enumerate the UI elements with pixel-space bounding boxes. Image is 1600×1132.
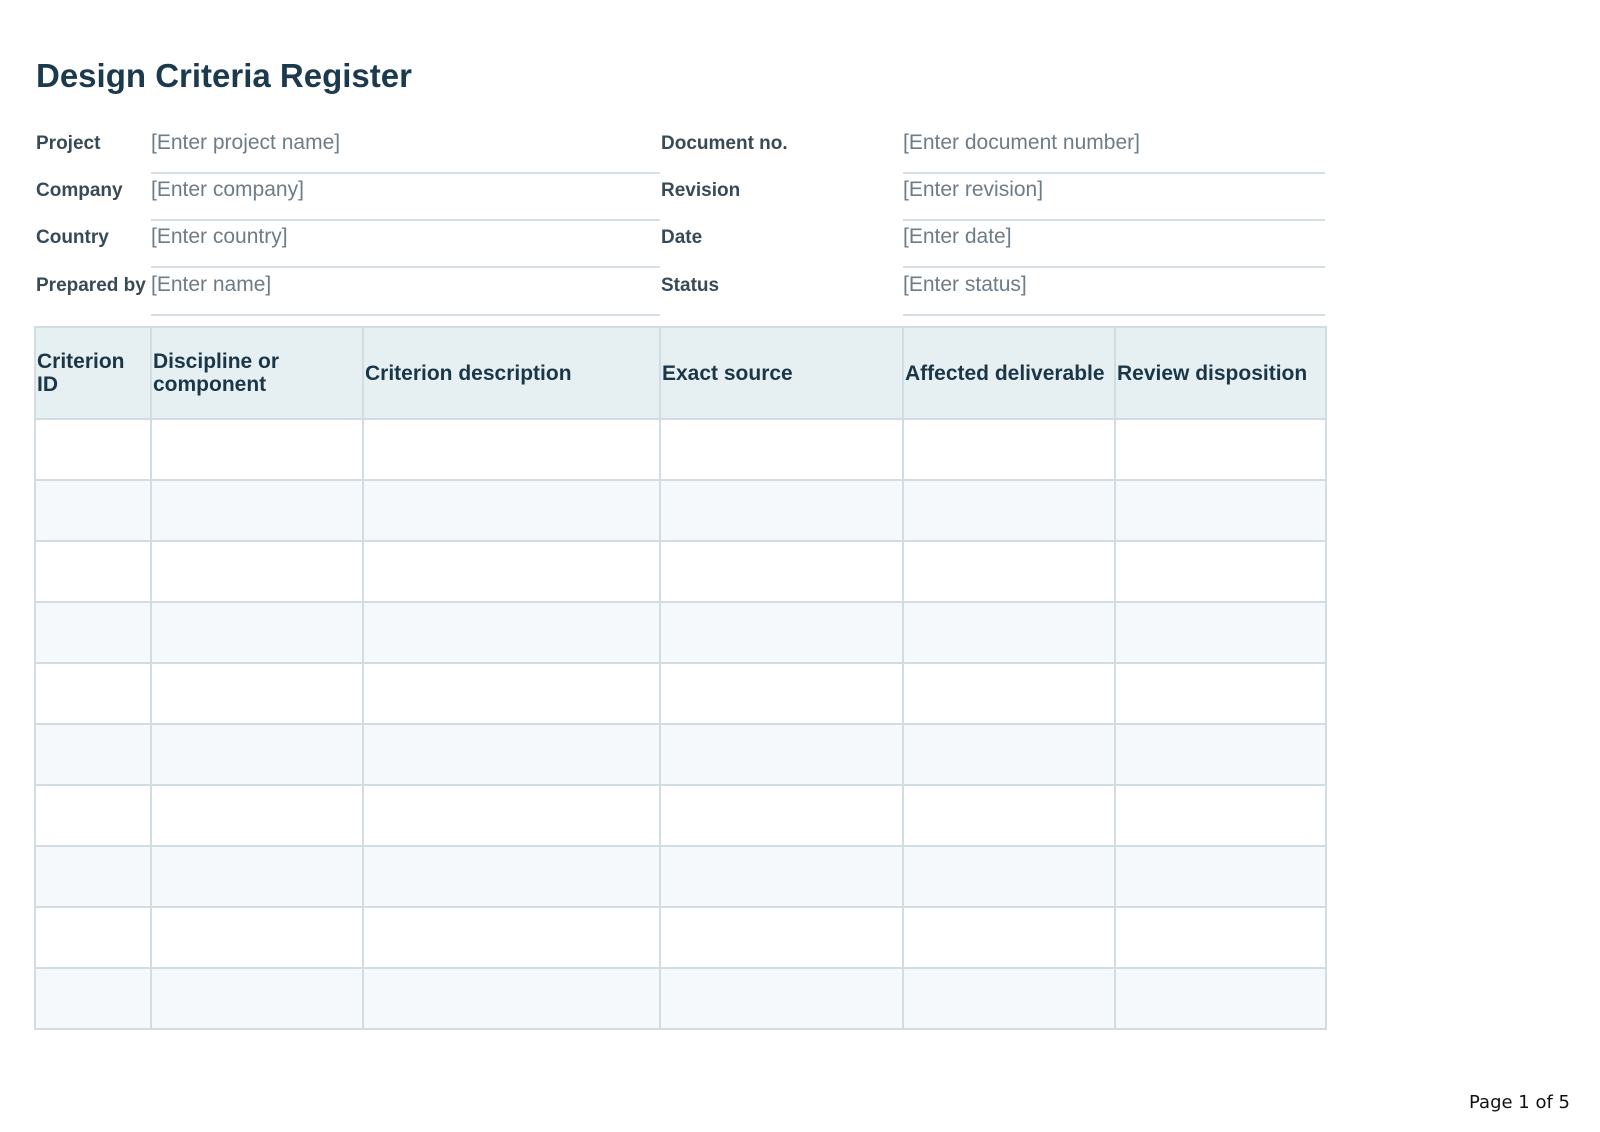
table-cell[interactable]	[151, 419, 363, 480]
table-cell[interactable]	[903, 480, 1115, 541]
table-cell[interactable]	[35, 968, 151, 1029]
table-cell[interactable]	[660, 419, 903, 480]
table-cell[interactable]	[35, 602, 151, 663]
table-cell[interactable]	[903, 846, 1115, 907]
column-header-criterion-id: Criterion ID	[35, 327, 151, 419]
page-title: Design Criteria Register	[36, 57, 412, 94]
page-number: Page 1 of 5	[1469, 1092, 1570, 1113]
revision-field[interactable]: [Enter revision]	[903, 175, 1325, 221]
date-field[interactable]: [Enter date]	[903, 222, 1325, 268]
table-row	[35, 907, 1326, 968]
table-cell[interactable]	[363, 785, 660, 846]
table-cell[interactable]	[151, 846, 363, 907]
table-cell[interactable]	[1115, 419, 1326, 480]
table-cell[interactable]	[660, 602, 903, 663]
table-row	[35, 602, 1326, 663]
table-cell[interactable]	[35, 785, 151, 846]
table-cell[interactable]	[35, 663, 151, 724]
table-row	[35, 724, 1326, 785]
table-row	[35, 663, 1326, 724]
table-cell[interactable]	[660, 480, 903, 541]
table-row	[35, 846, 1326, 907]
table-cell[interactable]	[660, 907, 903, 968]
table-cell[interactable]	[35, 419, 151, 480]
status-label: Status	[661, 275, 720, 296]
table-cell[interactable]	[35, 846, 151, 907]
project-label: Project	[36, 133, 101, 154]
table-cell[interactable]	[35, 480, 151, 541]
table-cell[interactable]	[363, 907, 660, 968]
table-cell[interactable]	[1115, 602, 1326, 663]
table-header-row	[35, 327, 1326, 419]
revision-label: Revision	[661, 180, 741, 201]
table-cell[interactable]	[151, 907, 363, 968]
table-cell[interactable]	[151, 968, 363, 1029]
column-header-affected-deliverable: Affected deliverable	[903, 327, 1115, 419]
table-cell[interactable]	[363, 541, 660, 602]
table-cell[interactable]	[363, 968, 660, 1029]
table-cell[interactable]	[660, 663, 903, 724]
table-cell[interactable]	[660, 968, 903, 1029]
table-cell[interactable]	[1115, 785, 1326, 846]
prepared-by-label: Prepared by	[36, 275, 146, 296]
company-field[interactable]: [Enter company]	[151, 175, 660, 221]
table-row	[35, 785, 1326, 846]
column-header-discipline: Discipline or component	[151, 327, 363, 419]
table-cell[interactable]	[903, 968, 1115, 1029]
table-cell[interactable]	[660, 785, 903, 846]
table-cell[interactable]	[363, 846, 660, 907]
criteria-table	[34, 326, 1327, 1030]
table-cell[interactable]	[151, 724, 363, 785]
project-field[interactable]: [Enter project name]	[151, 128, 660, 174]
country-field[interactable]: [Enter country]	[151, 222, 660, 268]
table-cell[interactable]	[363, 724, 660, 785]
table-cell[interactable]	[363, 419, 660, 480]
table-cell[interactable]	[660, 846, 903, 907]
company-label: Company	[36, 180, 123, 201]
status-field[interactable]: [Enter status]	[903, 270, 1325, 316]
table-cell[interactable]	[903, 724, 1115, 785]
table-cell[interactable]	[151, 602, 363, 663]
table-cell[interactable]	[363, 602, 660, 663]
table-row	[35, 419, 1326, 480]
table-cell[interactable]	[903, 419, 1115, 480]
table-row	[35, 480, 1326, 541]
table-cell[interactable]	[151, 541, 363, 602]
country-label: Country	[36, 227, 109, 248]
table-cell[interactable]	[35, 724, 151, 785]
table-body	[35, 419, 1326, 1029]
table-cell[interactable]	[1115, 907, 1326, 968]
column-header-exact-source: Exact source	[660, 327, 903, 419]
column-header-review-disposition: Review disposition	[1115, 327, 1326, 419]
table-cell[interactable]	[660, 541, 903, 602]
table-cell[interactable]	[660, 724, 903, 785]
table-cell[interactable]	[903, 785, 1115, 846]
table-cell[interactable]	[35, 907, 151, 968]
document-no-field[interactable]: [Enter document number]	[903, 128, 1325, 174]
table-cell[interactable]	[151, 785, 363, 846]
table-cell[interactable]	[1115, 968, 1326, 1029]
table-cell[interactable]	[903, 541, 1115, 602]
prepared-by-field[interactable]: [Enter name]	[151, 270, 660, 316]
table-cell[interactable]	[1115, 846, 1326, 907]
table-cell[interactable]	[35, 541, 151, 602]
table-cell[interactable]	[903, 602, 1115, 663]
table-cell[interactable]	[1115, 541, 1326, 602]
date-label: Date	[661, 227, 703, 248]
table-row	[35, 541, 1326, 602]
table-cell[interactable]	[1115, 663, 1326, 724]
table-cell[interactable]	[363, 480, 660, 541]
table-cell[interactable]	[903, 663, 1115, 724]
table-row	[35, 968, 1326, 1029]
table-cell[interactable]	[151, 480, 363, 541]
table-cell[interactable]	[1115, 480, 1326, 541]
column-header-description: Criterion description	[363, 327, 660, 419]
table-cell[interactable]	[363, 663, 660, 724]
document-no-label: Document no.	[661, 133, 788, 154]
table-cell[interactable]	[1115, 724, 1326, 785]
table-cell[interactable]	[903, 907, 1115, 968]
table-cell[interactable]	[151, 663, 363, 724]
